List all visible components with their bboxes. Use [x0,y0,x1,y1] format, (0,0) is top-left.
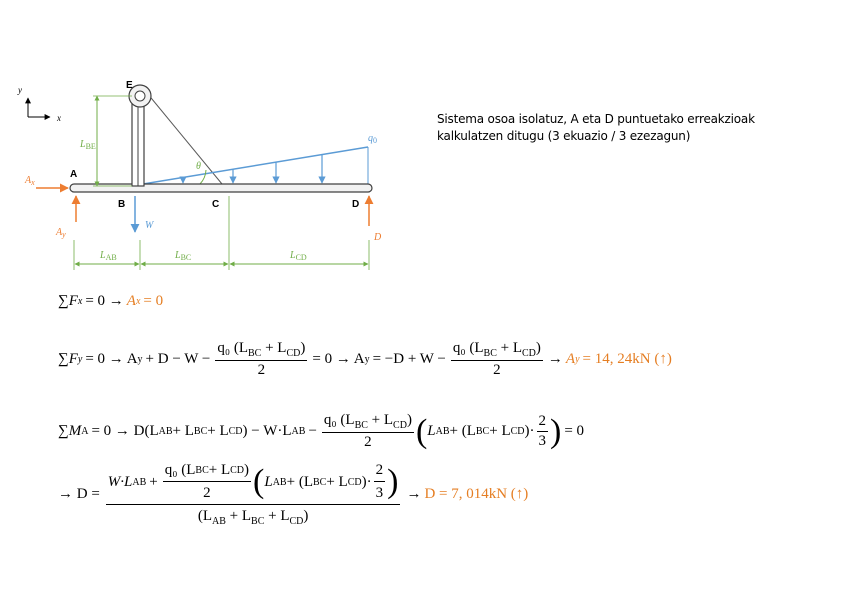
eq-d-two-thirds [374,462,386,502]
eq-fx-result: A [126,293,136,309]
eq-ma-minus: − [308,423,317,439]
label-lbe: $L_{BE}$ [80,139,96,151]
frac2-end: ) [535,340,541,356]
eq-fy-frac2 [451,340,543,379]
frac4-sub2: CD [230,465,245,476]
eq-fx-lhs: ∑F [58,293,78,309]
eq-d-den-sub2: BC [251,516,265,527]
point-d-label: D [352,199,360,210]
eq-d-paren-close: ) [387,463,399,500]
eq-ma-paren-l-sub: AB [435,426,450,437]
frac4-plus: + L [208,462,231,478]
frac3-num: q₀ (L [323,412,355,428]
equation-d [58,462,528,527]
label-lab: $L_{AB}$ [100,250,117,262]
eq-ma-paren-sub2: BC [475,426,490,437]
beam-diagram [0,0,848,290]
eq-d-denominator [198,505,309,527]
beam [70,184,372,192]
frac4-num: q₀ (L [164,462,196,478]
eq-d-result: D = 7, 014kN (↑) [424,486,529,502]
eq-fy-mid-sub: y [137,354,143,365]
eq-fy-arrow: → [547,351,563,367]
eq-d-num-plus: + [149,473,158,490]
eq-ma-paren-sub3: CD [510,426,525,437]
cable-ec [147,93,222,184]
frac2-sub2: CD [522,348,536,359]
d-two-thirds-num: 2 [374,462,386,482]
eq-d-paren-close-inner: )· [361,473,372,490]
eq-ma-paren-close-inner: )· [524,423,535,439]
axis-x-label: x [57,113,61,123]
eq-fx-result-sub: x [135,296,141,307]
label-q0: $q_0$ [368,133,377,145]
eq-d-den-sub3: CD [289,516,304,527]
equation-sum-ma [58,412,584,451]
label-lbc: $L_{BC}$ [175,250,192,262]
eq-ma-end: ) − W·L [242,423,292,439]
eq-d-den-end: ) [303,508,309,524]
eq-d-paren-plus: + (L [286,473,313,490]
point-a-label: A [70,169,78,180]
eq-fy-eq0-sub: y [364,354,370,365]
frac4-end: ) [244,462,250,478]
eq-d-paren-sub2: BC [312,476,327,488]
eq-d-arrow: → D = [58,486,100,502]
eq-d-bigfrac [106,462,401,527]
two-thirds-num: 2 [537,413,549,432]
eq-ma-paren-open: ( [415,412,428,450]
eq-ma-eq0: = 0 [564,423,585,439]
eq-d-result-arrow: → [406,486,422,502]
eq-fy-eq0: = 0 → A [312,351,365,367]
explanation-note: Sistema osoa isolatuz, A eta D puntuetako erreakzioak kalkulatzen ditugu (3 ekuazio / 3 ezezagun) [437,112,755,143]
eq-ma-sub2: BC [193,426,208,437]
coordinate-axes [17,85,61,123]
frac1-sub2: CD [286,348,301,359]
eq-fy-result: A [565,351,576,367]
label-ax: $A_x$ [25,175,35,187]
eq-d-num-wl-sub: AB [132,476,147,488]
eq-ma-sub1: AB [158,426,173,437]
eq-ma-plus2: + L [207,423,229,439]
eq-d-paren-plus2: + L [326,473,348,490]
point-c-label: C [212,199,220,210]
dimension-lbe [93,96,132,186]
eq-ma-paren-plus2: + L [489,423,511,439]
eq-fy-lhs: ∑F [58,351,78,367]
label-theta: θ [196,161,201,172]
frac4-sub1: BC [195,465,209,476]
eq-fy-sub: y [77,354,83,365]
equation-sum-fy [58,340,672,379]
equation-sum-fx [58,293,163,310]
d-two-thirds-den: 3 [375,485,384,501]
eq-ma-lhs: ∑M [58,423,82,439]
two-thirds-den: 3 [538,433,547,449]
eq-ma-frac [322,412,414,451]
eq-fy-result-val: = 14, 24kN (↑) [582,351,672,367]
frac3-den: 2 [364,434,372,450]
eq-fy-rhs: = −D + W − [372,351,446,367]
eq-ma-paren-plus: + (L [449,423,476,439]
eq-ma-paren-l: L [427,423,436,439]
label-d-force: D [374,232,382,243]
frac2-sub1: BC [483,348,497,359]
frac1-sub1: BC [248,348,262,359]
eq-d-paren-l: L [264,473,273,490]
label-w: W [145,220,154,231]
eq-d-den: (L [197,508,212,524]
frac3-sub1: BC [354,420,368,431]
eq-d-num-wl: W·L [107,473,133,490]
eq-ma-mid: = 0 → D(L [91,423,159,439]
eq-fx-mid: = 0 → [85,293,124,309]
eq-d-paren-open: ( [253,463,265,500]
frac3-plus: + L [367,412,394,428]
eq-fy-frac1 [215,340,307,379]
eq-ma-sub3: CD [228,426,243,437]
distributed-load [143,147,368,184]
point-e-label: E [126,80,133,91]
eq-fy-mid: = 0 → A [85,351,138,367]
eq-ma-plus1: + L [172,423,194,439]
eq-d-den-plus2: + L [264,508,290,524]
frac1-num: q₀ (L [217,340,248,356]
frac3-end: ) [406,412,412,428]
eq-fy-result-sub: y [575,354,580,365]
frac2-den: 2 [493,362,501,378]
label-lcd: $L_{CD}$ [290,250,307,262]
axis-y-label: y [18,85,22,95]
frac2-num: q₀ (L [452,340,484,356]
eq-d-paren-l-sub: AB [272,476,287,488]
eq-fy-terms: + D − W − [145,351,211,367]
eq-ma-sub4: AB [291,426,306,437]
point-b-label: B [118,199,126,210]
eq-fx-result-val: = 0 [143,293,164,309]
frac4-den: 2 [203,485,211,501]
frac2-plus: + L [496,340,522,356]
eq-ma-paren-close: ) [550,412,562,450]
eq-ma-two-thirds [537,413,549,450]
eq-d-den-plus1: + L [225,508,252,524]
theta-arc [200,170,206,184]
label-ay: $A_y$ [56,227,66,239]
eq-fx-sub: x [77,296,83,307]
eq-d-paren-sub3: CD [347,476,362,488]
frac1-den: 2 [257,362,266,378]
frac1-plus: + L [261,340,287,356]
frac3-sub2: CD [393,420,407,431]
frac1-end: ) [300,340,306,356]
eq-ma-sub: A [81,426,89,437]
eq-d-num-frac [163,462,251,502]
eq-d-den-sub1: AB [212,516,226,527]
